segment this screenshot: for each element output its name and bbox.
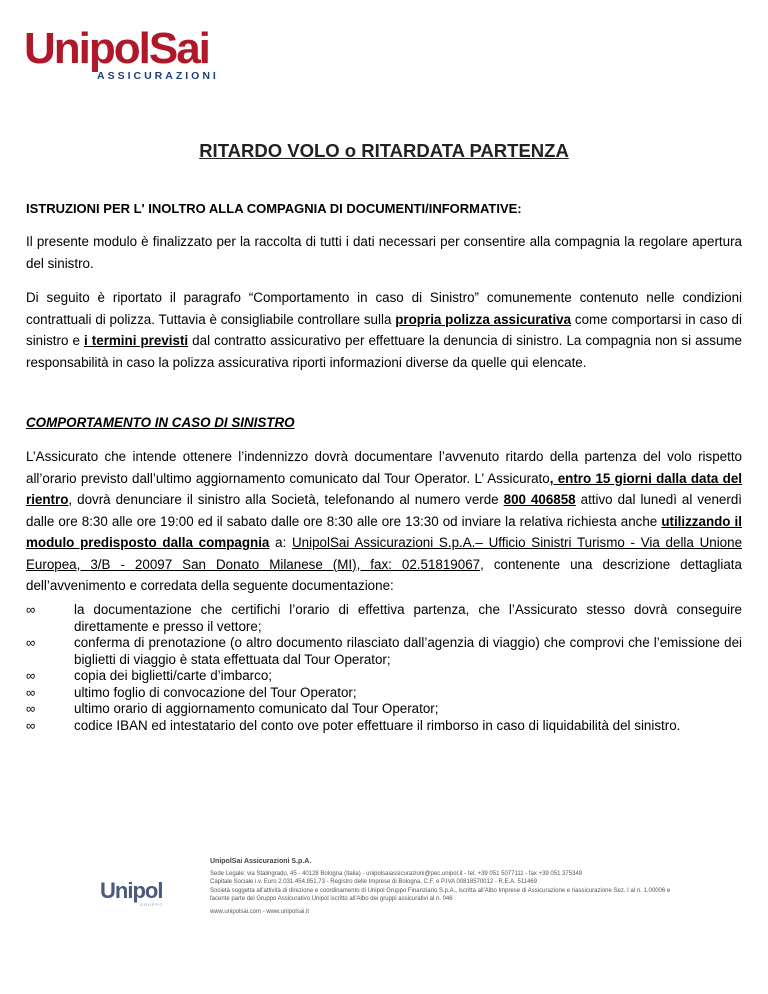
footer-line: Società soggetta all'attività di direzione e coordinamento di Unipol Gruppo Finanziario S.p.A., iscritta all'Albo Imprese di Assicurazione e riassicurazione Sez. I al n. 1.00006 e facente parte del Gruppo Assicurativo Unipol iscritto all'Albo dei gruppi assicurativi al n. 046 (210, 887, 671, 903)
list-item (26, 668, 742, 685)
claim-text-c: , dovrà denunciare il sinistro alla Società, telefonando al numero verde (68, 492, 504, 507)
claim-deadline: , entro 15 giorni dalla data del rientro (26, 470, 742, 507)
claim-text-a: L’Assicurato che intende ottenere l’indennizzo dovrà documentare l’avvenuto ritardo della partenza del volo rispetto all’orario previsto dall’ultimo aggiornamento comunicato dal Tour Operator. L’ Assicurato (26, 449, 742, 486)
footer-line: Capitale Sociale i.v. Euro 2.031.454.951,73 - Registro delle Imprese di Bologna, C.F. e P.IVA 00818570012 - R.E.A. 511469 (210, 879, 538, 886)
bullet-icon: ∞ (26, 717, 36, 733)
page-title: RITARDO VOLO o RITARDATA PARTENZA (199, 140, 569, 161)
footer-company-name: UnipolSai Assicurazioni S.p.A. (210, 858, 312, 865)
bullet-icon: ∞ (26, 668, 36, 683)
claim-office-address: UnipolSai Assicurazioni S.p.A.– Ufficio Sinistri Turismo - Via della Unione Europea, 3/B - 20097 San Donato Milanese (MI), fax: 02.51819067 (26, 535, 743, 572)
bullet-icon: ∞ (26, 635, 36, 650)
list-item-text: ultimo foglio di convocazione del Tour Operator; (74, 684, 357, 700)
list-item (26, 635, 742, 668)
policy-emphasis-own-policy: propria polizza assicurativa (395, 311, 572, 327)
list-item (26, 701, 742, 718)
instructions-heading: ISTRUZIONI PER L' INOLTRO ALLA COMPAGNIA DI DOCUMENTI/INFORMATIVE: (26, 201, 522, 216)
list-item-text: conferma di prenotazione (o altro documento rilasciato dall’agenzia di viaggio) che comprovi che l’emissione dei biglietti di viaggio è stata effettuata dal Tour Operator; (74, 635, 742, 667)
intro-paragraph: Il presente modulo è finalizzato per la raccolta di tutti i dati necessari per consentire alla compagnia la regolare apertura del sinistro. (26, 234, 742, 271)
policy-text-c: come comportarsi in caso di sinistro e (26, 311, 742, 348)
list-item (26, 602, 742, 635)
unipol-logo: Unipol (100, 878, 163, 903)
unipolsai-logo (24, 22, 224, 92)
footer-legal-text (210, 858, 680, 917)
logo-subtitle: ASSICURAZIONI (97, 70, 219, 82)
list-item-text: ultimo orario di aggiornamento comunicato dal Tour Operator; (74, 701, 439, 716)
list-item (26, 718, 742, 735)
policy-text-e: dal contratto assicurativo per effettuare la denuncia di sinistro. La compagnia non si assume responsabilità in caso la polizza assicurativa riporti informazioni diverse da quelle qui elencate. (26, 333, 742, 370)
footer-line: Sede Legale: via Stalingrado, 45 - 40128 Bologna (Italia) - unipolsaiassicurazioni@pec.unipol.it - tel. +39 051 5077111 - fax +39 051 375349 (210, 870, 583, 877)
bullet-icon: ∞ (26, 701, 36, 716)
claim-text-i: , contenente una descrizione dettagliata dell’avvenimento e corredata della seguente documentazione: (26, 556, 742, 593)
required-documents-list (26, 602, 742, 734)
bullet-icon: ∞ (26, 602, 36, 617)
policy-paragraph (26, 287, 742, 373)
footer-websites: www.unipolsai.com - www.unipolsai.it (210, 908, 310, 915)
claim-procedure-heading: COMPORTAMENTO IN CASO DI SINISTRO (26, 415, 295, 430)
logo-wordmark: UnipolSai (24, 24, 209, 73)
policy-text-a: Di seguito è riportato il paragrafo “Comportamento in caso di Sinistro” comunemente contenuto nelle condizioni contrattuali di polizza. Tuttavia è consigliabile controllare sulla (26, 290, 742, 327)
list-item-text: codice IBAN ed intestatario del conto ove poter effettuare il rimborso in caso di liquidabilità del sinistro. (74, 717, 681, 733)
unipol-logo-subtitle: GRUPPO (140, 902, 164, 907)
claim-text-g: a: (269, 535, 293, 550)
list-item-text: copia dei biglietti/carte d’imbarco; (74, 668, 272, 683)
list-item-text: la documentazione che certifichi l’orario di effettiva partenza, che l’Assicurato stesso dovrà conseguire direttamente e presso il vettore; (74, 602, 742, 634)
bullet-icon: ∞ (26, 684, 36, 700)
list-item (26, 685, 742, 702)
claim-text-e: attivo dal lunedì al venerdì dalle ore 8:30 alle ore 19:00 ed il sabato dalle ore 8:30 alle ore 13:30 od inviare la relativa richiesta anche (26, 492, 742, 529)
policy-emphasis-terms: i termini previsti (84, 333, 189, 348)
toll-free-number: 800 406858 (503, 492, 576, 507)
claim-form-emphasis: utilizzando il modulo predisposto dalla compagnia (26, 513, 742, 550)
company-footer (100, 858, 700, 938)
claim-procedure-paragraph (26, 446, 742, 597)
